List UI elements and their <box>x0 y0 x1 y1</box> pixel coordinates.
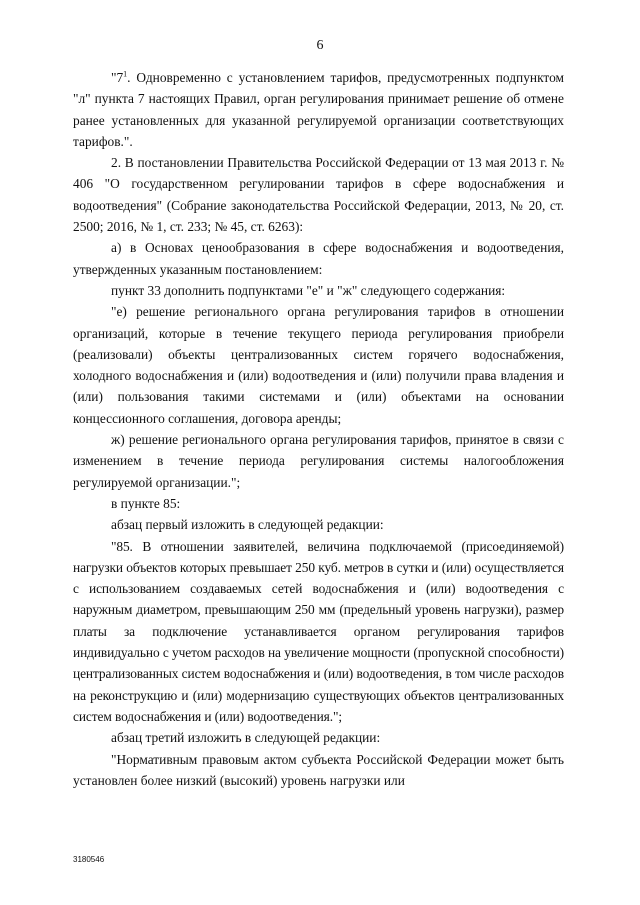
paragraph-first-abzac: абзац первый изложить в следующей редакции: <box>111 517 384 533</box>
paragraph-point-85: в пункте 85: <box>111 495 181 511</box>
document-body <box>73 67 564 791</box>
paragraph-85-text: "85. В отношении заявителей, величина подключаемой (присоединяемой) нагрузки объектов которых превышает 250 куб. метров в сутки и (или) осуществляется с использованием создаваемых сетей водоснабжения и (или) водоотведения с наружным диаметром, превышающим 250 мм (предельный уровень нагрузки), размер платы за подключение устанавливается органом регулирования тарифов индивидуально с учетом расходов на увеличение мощности (пропускной способности) централизованных систем водоснабжения и (или) водоотведения, в том числе расходов на реконструкцию и (или) модернизацию существующих объектов централизованных систем водоснабжения и (или) водоотведения."; <box>73 538 564 724</box>
paragraph-item-2: 2. В постановлении Правительства Российской Федерации от 13 мая 2013 г. № 406 "О государственном регулировании тарифов в сфере водоснабжения и водоотведения" (Собрание законодательства Российской Федерации, 2013, № 20, ст. 2500; 2016, № 1, ст. 233; № 45, ст. 6263): <box>73 155 564 235</box>
paragraph-third-abzac: абзац третий изложить в следующей редакции: <box>111 730 381 746</box>
paragraph-7-1-text: . Одновременно с установлением тарифов, предусмотренных подпунктом "л" пункта 7 настоящих Правил, орган регулирования принимает решение об отмене ранее установленных для указанной регулируемой организации соответствующих тарифов.". <box>73 70 564 149</box>
paragraph-7-1-superscript: 1 <box>123 69 128 79</box>
paragraph-subitem-a: а) в Основах ценообразования в сфере водоснабжения и водоотведения, утвержденных указанным постановлением: <box>73 240 564 277</box>
paragraph-subpoint-e: "е) решение регионального органа регулирования тарифов в отношении организаций, которые в течение текущего периода регулирования приобрели (реализовали) объекты централизованных систем горячего водоснабжения, холодного водоснабжения и (или) водоотведения и (или) получили права владения и (или) пользования такими системами и (или) объектами на основании концессионного соглашения, договора аренды; <box>73 304 564 426</box>
paragraph-7-1 <box>73 67 564 152</box>
paragraph-subpoint-zh: ж) решение регионального органа регулирования тарифов, принятое в связи с изменением в течение периода регулирования системы налогообложения регулируемой организации."; <box>73 432 564 490</box>
paragraph-normative-act: "Нормативным правовым актом субъекта Российской Федерации может быть установлен более низкий (высокий) уровень нагрузки или <box>73 751 564 788</box>
paragraph-7-1-prefix: "7 <box>111 70 124 85</box>
page-number: 6 <box>316 38 324 53</box>
paragraph-point-33: пункт 33 дополнить подпунктами "е" и "ж" следующего содержания: <box>111 282 506 298</box>
document-code: 3180546 <box>73 855 105 864</box>
